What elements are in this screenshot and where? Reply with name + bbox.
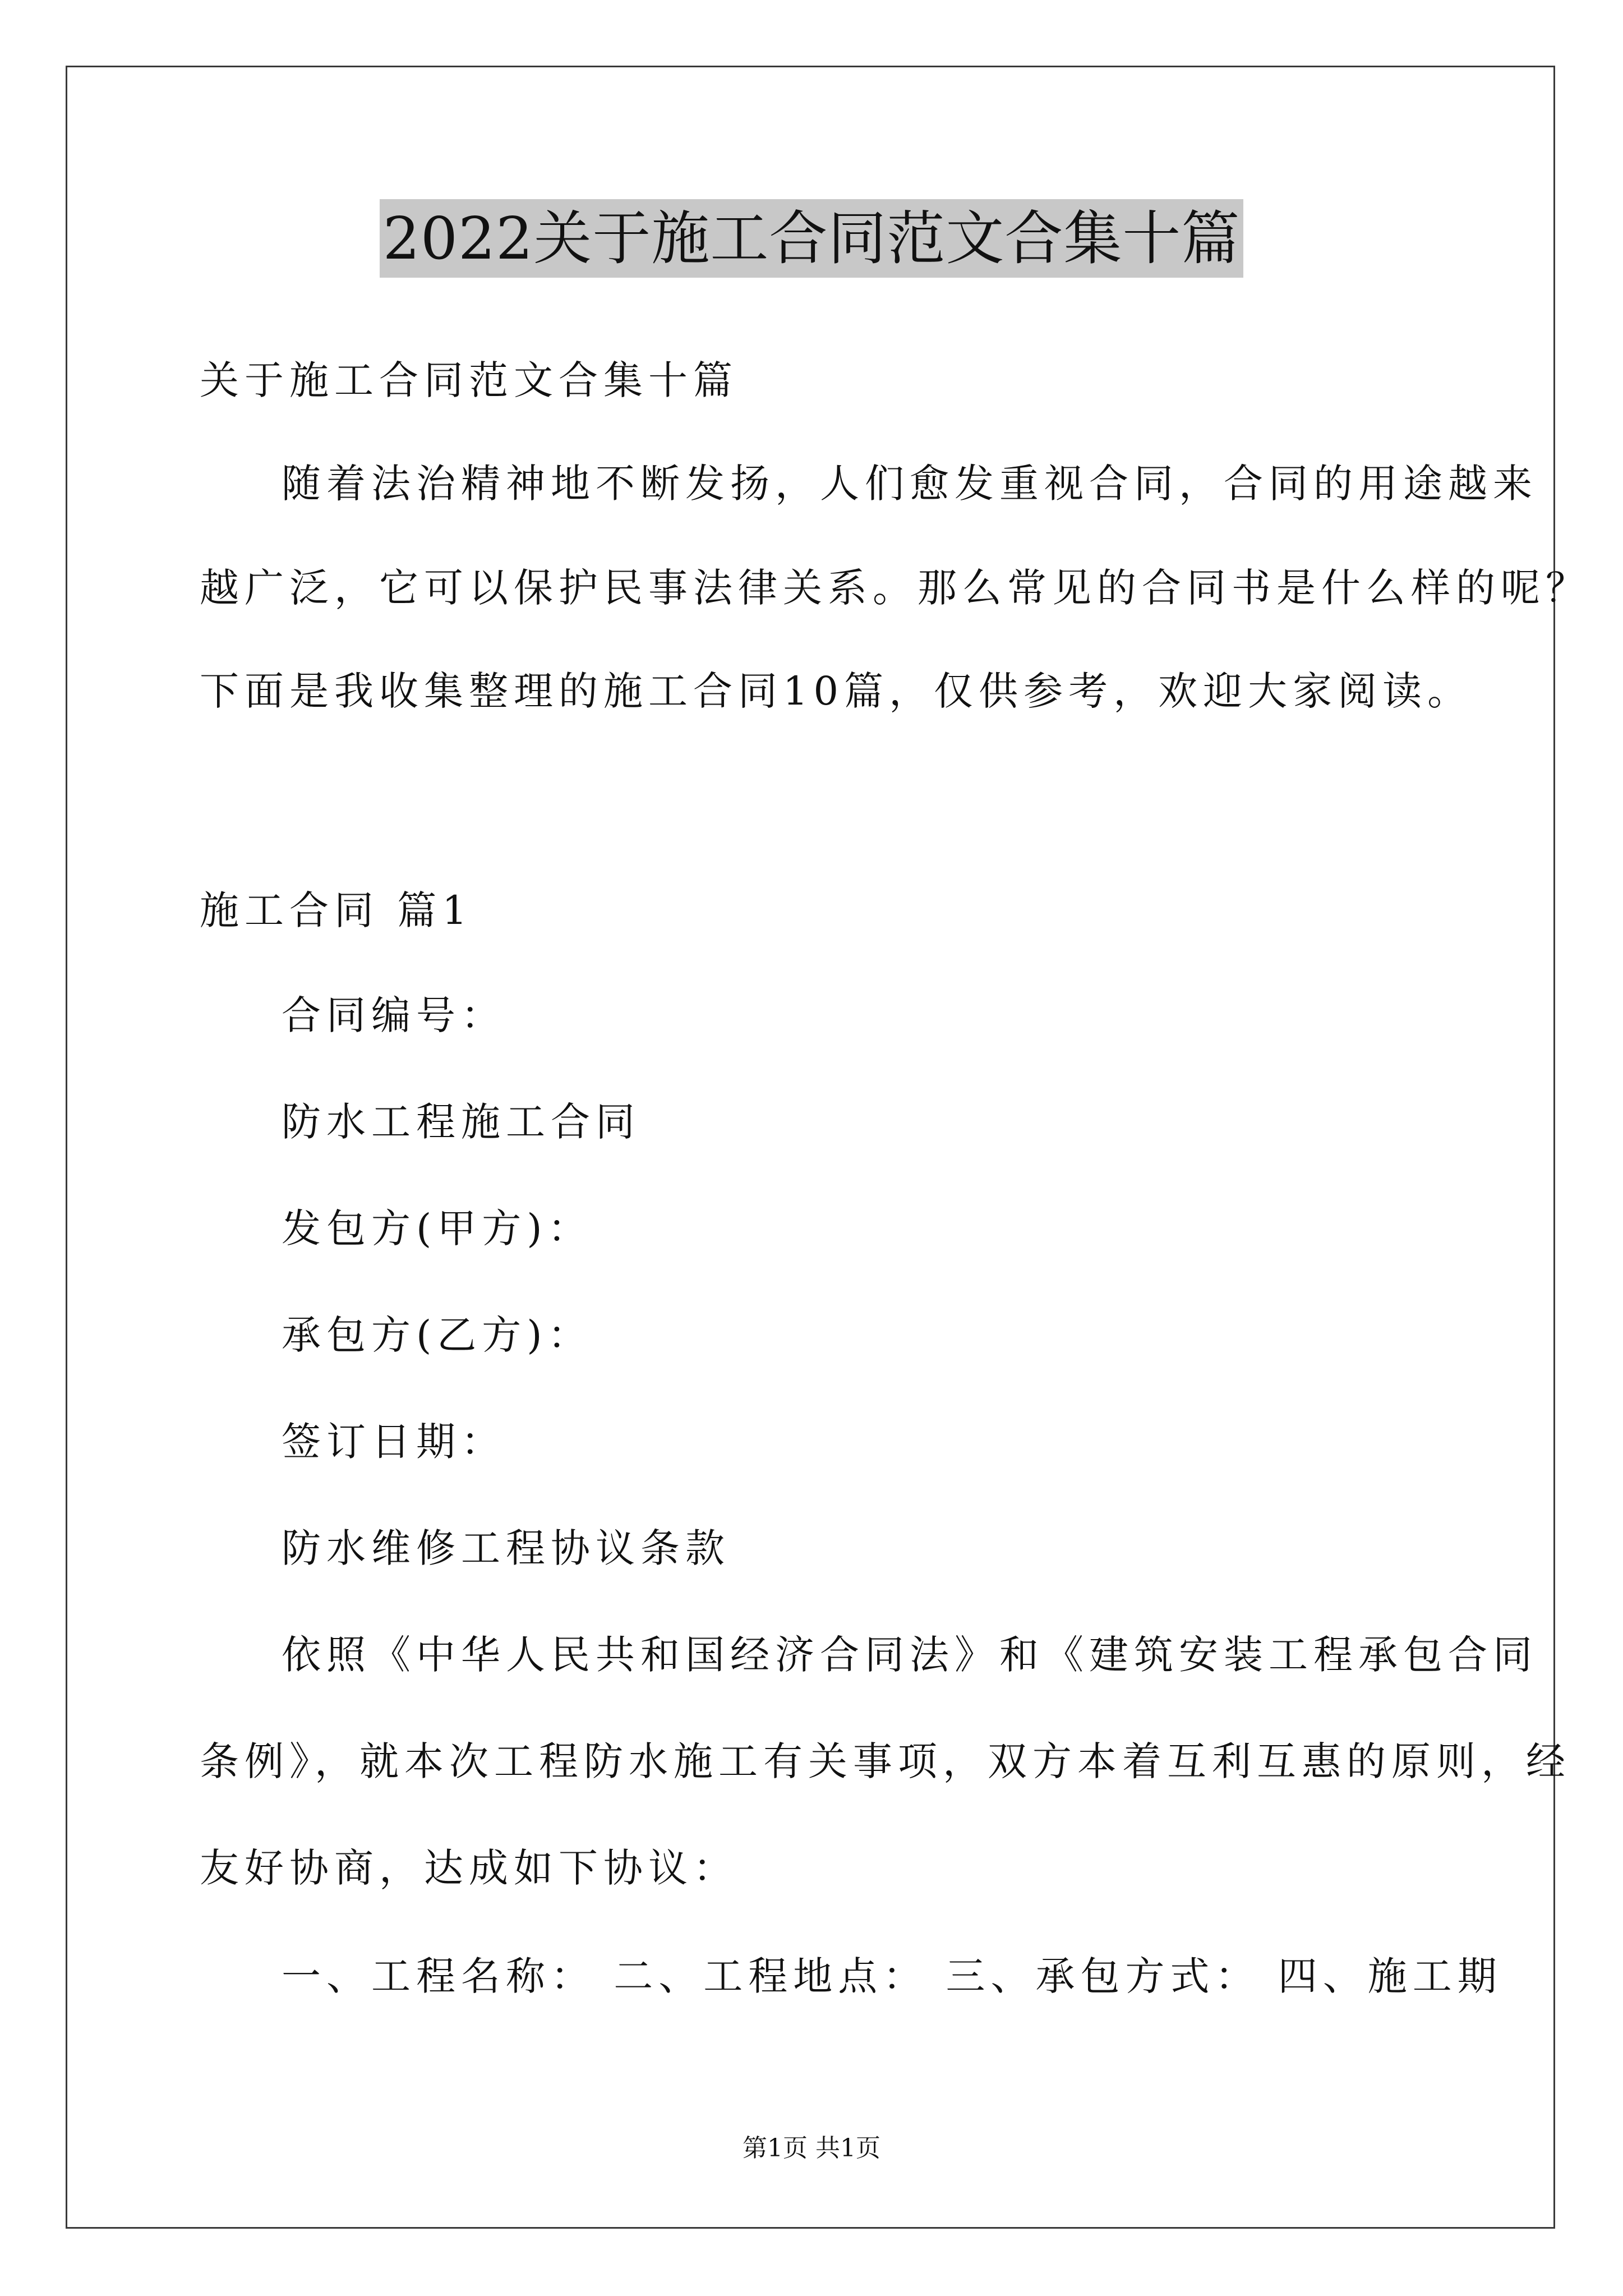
terms-line: 一、工程名称： 二、工程地点： 三、承包方式： 四、施工期 — [282, 1953, 1502, 1999]
subtitle-line: 关于施工合同范文合集十篇 — [200, 357, 738, 403]
party-b-label: 承包方(乙方)： — [282, 1312, 593, 1358]
paragraph-line: 友好协商，达成如下协议： — [200, 1845, 738, 1891]
title-container — [0, 199, 1623, 278]
paragraph-line: 下面是我收集整理的施工合同10篇，仅供参考，欢迎大家阅读。 — [200, 668, 1473, 714]
document-title: 2022关于施工合同范文合集十篇 — [380, 199, 1244, 278]
page-footer: 第1页 共1页 — [743, 2134, 880, 2162]
clause-heading: 防水维修工程协议条款 — [282, 1525, 730, 1571]
section-heading: 施工合同 篇1 — [200, 887, 473, 933]
contract-number-label: 合同编号： — [282, 992, 506, 1038]
paragraph-line: 条例》，就本次工程防水施工有关事项，双方本着互利互惠的原则，经 — [200, 1738, 1571, 1784]
paragraph-line: 越广泛，它可以保护民事法律关系。那么常见的合同书是什么样的呢？ — [200, 565, 1590, 611]
party-a-label: 发包方(甲方)： — [282, 1205, 593, 1251]
paragraph-line: 随着法治精神地不断发扬，人们愈发重视合同，合同的用途越来 — [282, 461, 1538, 507]
paragraph-line: 依照《中华人民共和国经济合同法》和《建筑安装工程承包合同 — [282, 1632, 1538, 1678]
contract-name: 防水工程施工合同 — [282, 1099, 640, 1145]
sign-date-label: 签订日期： — [282, 1419, 506, 1465]
